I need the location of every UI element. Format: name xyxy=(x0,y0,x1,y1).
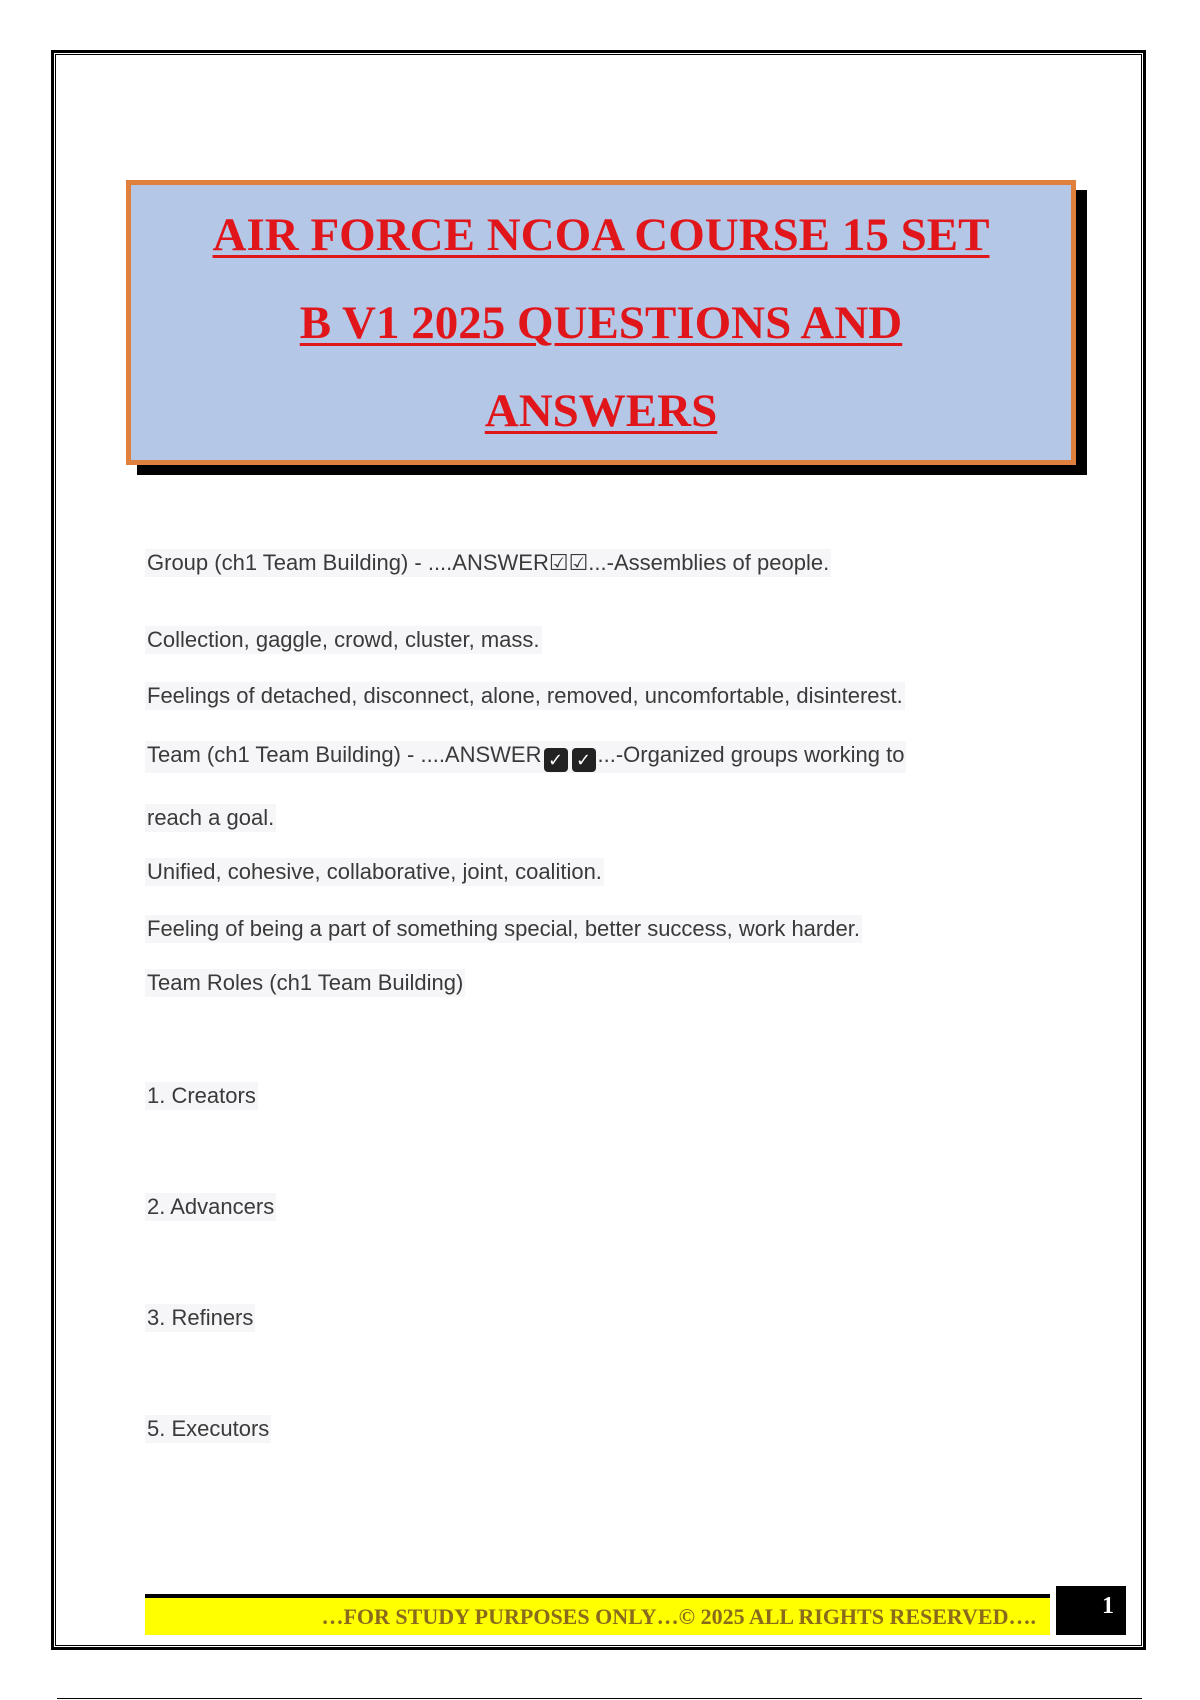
title-line-3: ANSWERS xyxy=(484,384,718,437)
list-item: 2. Advancers xyxy=(147,1194,275,1219)
team-question-prefix: Team (ch1 Team Building) - ....ANSWER xyxy=(147,742,542,767)
footer-notice: …FOR STUDY PURPOSES ONLY…© 2025 ALL RIGHTS RESERVED…. xyxy=(321,1603,1036,1629)
group-question: Group (ch1 Team Building) - ....ANSWER☑☑...-Assemblies of people. xyxy=(147,550,830,575)
checkbox-checked-icon: ✓ xyxy=(544,748,568,772)
list-item: 3. Refiners xyxy=(147,1305,254,1330)
team-feelings: Feeling of being a part of something special, better success, work harder. xyxy=(147,916,860,941)
title-line-1: AIR FORCE NCOA COURSE 15 SET xyxy=(212,208,990,261)
page-number: 1 xyxy=(1056,1586,1126,1635)
title-box xyxy=(126,180,1076,465)
group-feelings: Feelings of detached, disconnect, alone, removed, uncomfortable, disinterest. xyxy=(147,683,903,708)
team-question xyxy=(145,741,906,773)
list-item: 1. Creators xyxy=(147,1083,256,1108)
bottom-rule xyxy=(57,1698,1142,1699)
team-roles-heading: Team Roles (ch1 Team Building) xyxy=(147,970,464,995)
group-synonyms: Collection, gaggle, crowd, cluster, mass. xyxy=(147,627,540,652)
team-synonyms: Unified, cohesive, collaborative, joint, coalition. xyxy=(147,859,602,884)
team-question-continued: reach a goal. xyxy=(147,805,275,830)
list-item: 5. Executors xyxy=(147,1416,270,1441)
checkbox-checked-icon: ✓ xyxy=(572,748,596,772)
team-question-suffix: ...-Organized groups working to xyxy=(597,742,905,767)
title-line-2: B V1 2025 QUESTIONS AND xyxy=(299,296,903,349)
footer-bar xyxy=(145,1594,1050,1635)
